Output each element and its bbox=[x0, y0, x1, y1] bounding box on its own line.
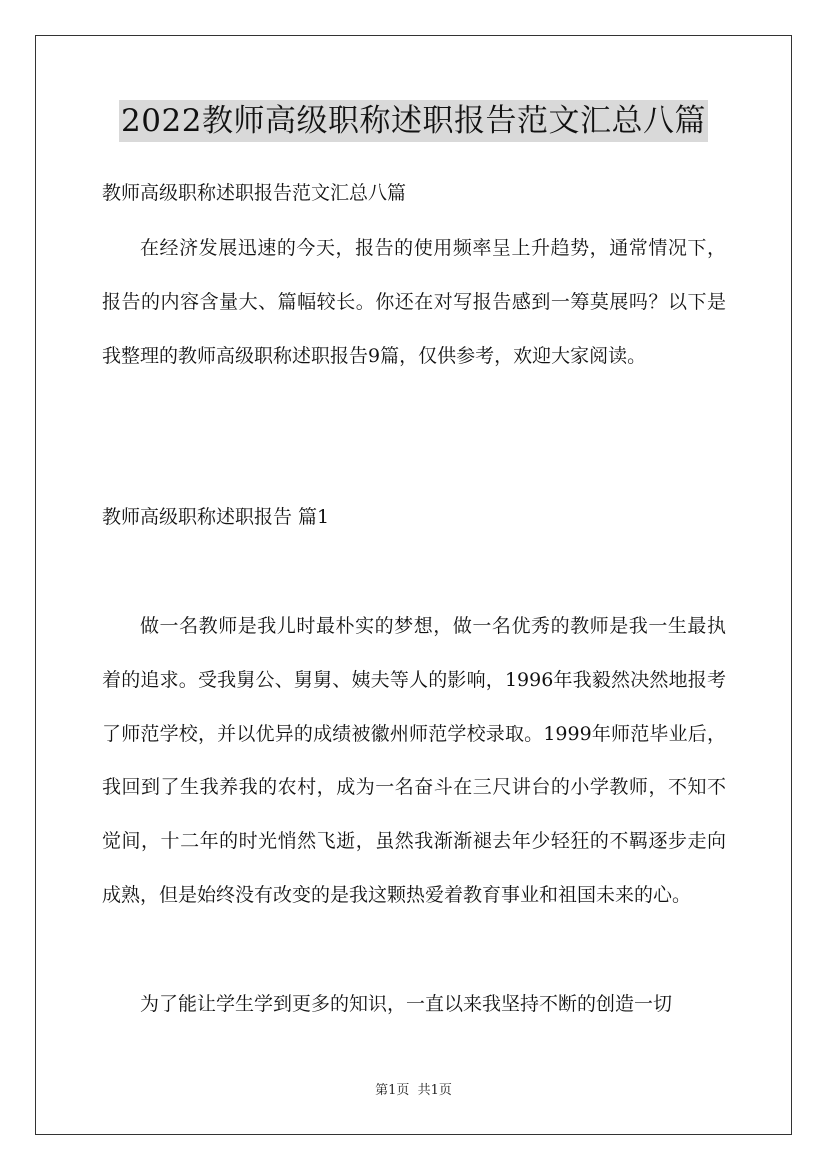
section-heading: 教师高级职称述职报告 篇1 bbox=[102, 506, 330, 528]
body-paragraph: 做一名教师是我儿时最朴实的梦想，做一名优秀的教师是我一生最执着的追求。受我舅公、舅舅、姨夫等人的影响，1996年我毅然决然地报考了师范学校，并以优异的成绩被徽州师范学校录取。1999年师范毕业后，我回到了生我养我的农村，成为一名奋斗在三尺讲台的小学教师，不知不觉间，十二年的时光悄然飞逝，虽然我渐渐褪去年少轻狂的不羁逐步走向成熟，但是始终没有改变的是我这颗热爱着教育事业和祖国未来的心。 bbox=[102, 615, 726, 906]
body-paragraph: 为了能让学生学到更多的知识，一直以来我坚持不断的创造一切 bbox=[140, 993, 673, 1015]
document-subtitle: 教师高级职称述职报告范文汇总八篇 bbox=[102, 182, 407, 204]
document-title: 2022教师高级职称述职报告范文汇总八篇 bbox=[119, 100, 708, 142]
title-container bbox=[0, 100, 827, 142]
intro-paragraph: 在经济发展迅速的今天，报告的使用频率呈上升趋势，通常情况下，报告的内容含量大、篇幅较长。你还在对写报告感到一筹莫展吗？以下是我整理的教师高级职称述职报告9篇，仅供参考，欢迎大家阅读。 bbox=[102, 237, 726, 367]
page-footer: 第1页 共1页 bbox=[375, 1083, 452, 1098]
